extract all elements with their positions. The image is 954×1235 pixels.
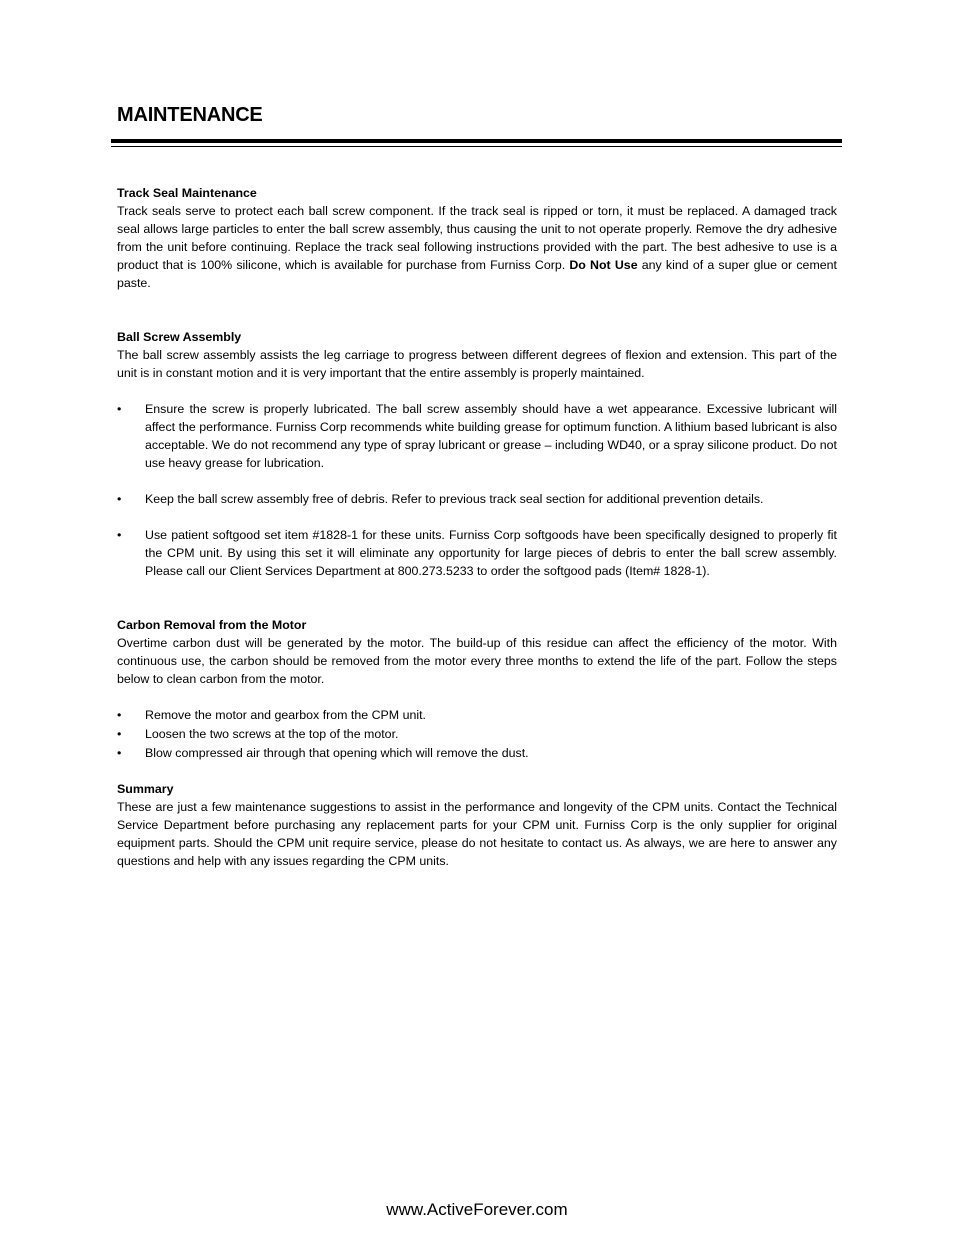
carbon-paragraph: Overtime carbon dust will be generated by the motor. The build-up of this residue can affect the efficiency of the motor. With continuous use, the carbon should be removed from the motor every three months to extend the life of the part. Follow the steps below to clean carbon from the motor. xyxy=(117,636,837,686)
summary-heading: Summary xyxy=(117,782,174,796)
summary-paragraph: These are just a few maintenance suggestions to assist in the performance and longevity of the CPM units. Contact the Technical Service Department before purchasing any replacement parts for your CPM unit. Furniss Corp is the only supplier for original equipment parts. Should the CPM unit require service, please do not hesitate to contact us. As always, we are here to answer any questions and help with any issues regarding the CPM units. xyxy=(117,800,837,868)
carbon-bullet-list xyxy=(117,706,837,762)
summary-section xyxy=(117,780,837,870)
bullet-icon: • xyxy=(117,402,122,416)
track-seal-text-after: any kind of a super glue or cement paste. xyxy=(117,258,837,290)
list-item: • Blow compressed air through that opening which will remove the dust. xyxy=(117,746,529,760)
bullet-icon: • xyxy=(117,727,122,741)
track-seal-heading: Track Seal Maintenance xyxy=(117,186,257,200)
bullet-icon: • xyxy=(117,708,122,722)
ball-screw-bullet-list xyxy=(117,400,837,580)
list-item: • Keep the ball screw assembly free of debris. Refer to previous track seal section for additional prevention details. xyxy=(117,492,764,506)
list-item: • Loosen the two screws at the top of the motor. xyxy=(117,727,399,741)
bullet-icon: • xyxy=(117,746,122,760)
do-not-use-emphasis: Do Not Use xyxy=(569,258,638,272)
track-seal-paragraph xyxy=(117,202,837,292)
track-seal-text-before: Track seals serve to protect each ball screw component. If the track seal is ripped or torn, it must be replaced. A damaged track seal allows large particles to enter the ball screw assembly, thus causing the unit to not operate properly. Remove the dry adhesive from the unit before continuing. Replace the track seal following instructions provided with the part. The best adhesive to use is a product that is 100% silicone, which is available for purchase from Furniss Corp. xyxy=(117,204,837,272)
ball-screw-paragraph: The ball screw assembly assists the leg carriage to progress between different degrees of flexion and extension. This part of the unit is in constant motion and it is very important that the entire assembly is properly maintained. xyxy=(117,348,837,380)
carbon-heading: Carbon Removal from the Motor xyxy=(117,618,307,632)
bullet-icon: • xyxy=(117,492,122,506)
list-item: • Remove the motor and gearbox from the CPM unit. xyxy=(117,708,426,722)
title-rule-thick xyxy=(111,139,842,143)
document-body xyxy=(117,184,837,870)
list-item: • Ensure the screw is properly lubricated. The ball screw assembly should have a wet appearance. Excessive lubricant will affect the performance. Furniss Corp recommends white building grease for optimum function. A lithium based lubricant is also acceptable. We do not recommend any type of spray lubricant or grease – including WD40, or a spray silicone product. Do not use heavy grease for lubrication. xyxy=(117,402,837,470)
title-rule-thin xyxy=(111,146,842,147)
carbon-section xyxy=(117,616,837,762)
track-seal-section xyxy=(117,184,837,292)
ball-screw-heading: Ball Screw Assembly xyxy=(117,330,242,344)
ball-screw-section xyxy=(117,328,837,580)
footer-url: www.ActiveForever.com xyxy=(386,1200,568,1219)
list-item: • Use patient softgood set item #1828-1 for these units. Furniss Corp softgoods have been specifically designed to properly fit the CPM unit. By using this set it will eliminate any opportunity for large pieces of debris to enter the ball screw assembly. Please call our Client Services Department at 800.273.5233 to order the softgood pads (Item# 1828-1). xyxy=(117,528,837,578)
page-title: MAINTENANCE xyxy=(117,104,263,126)
bullet-icon: • xyxy=(117,528,122,542)
